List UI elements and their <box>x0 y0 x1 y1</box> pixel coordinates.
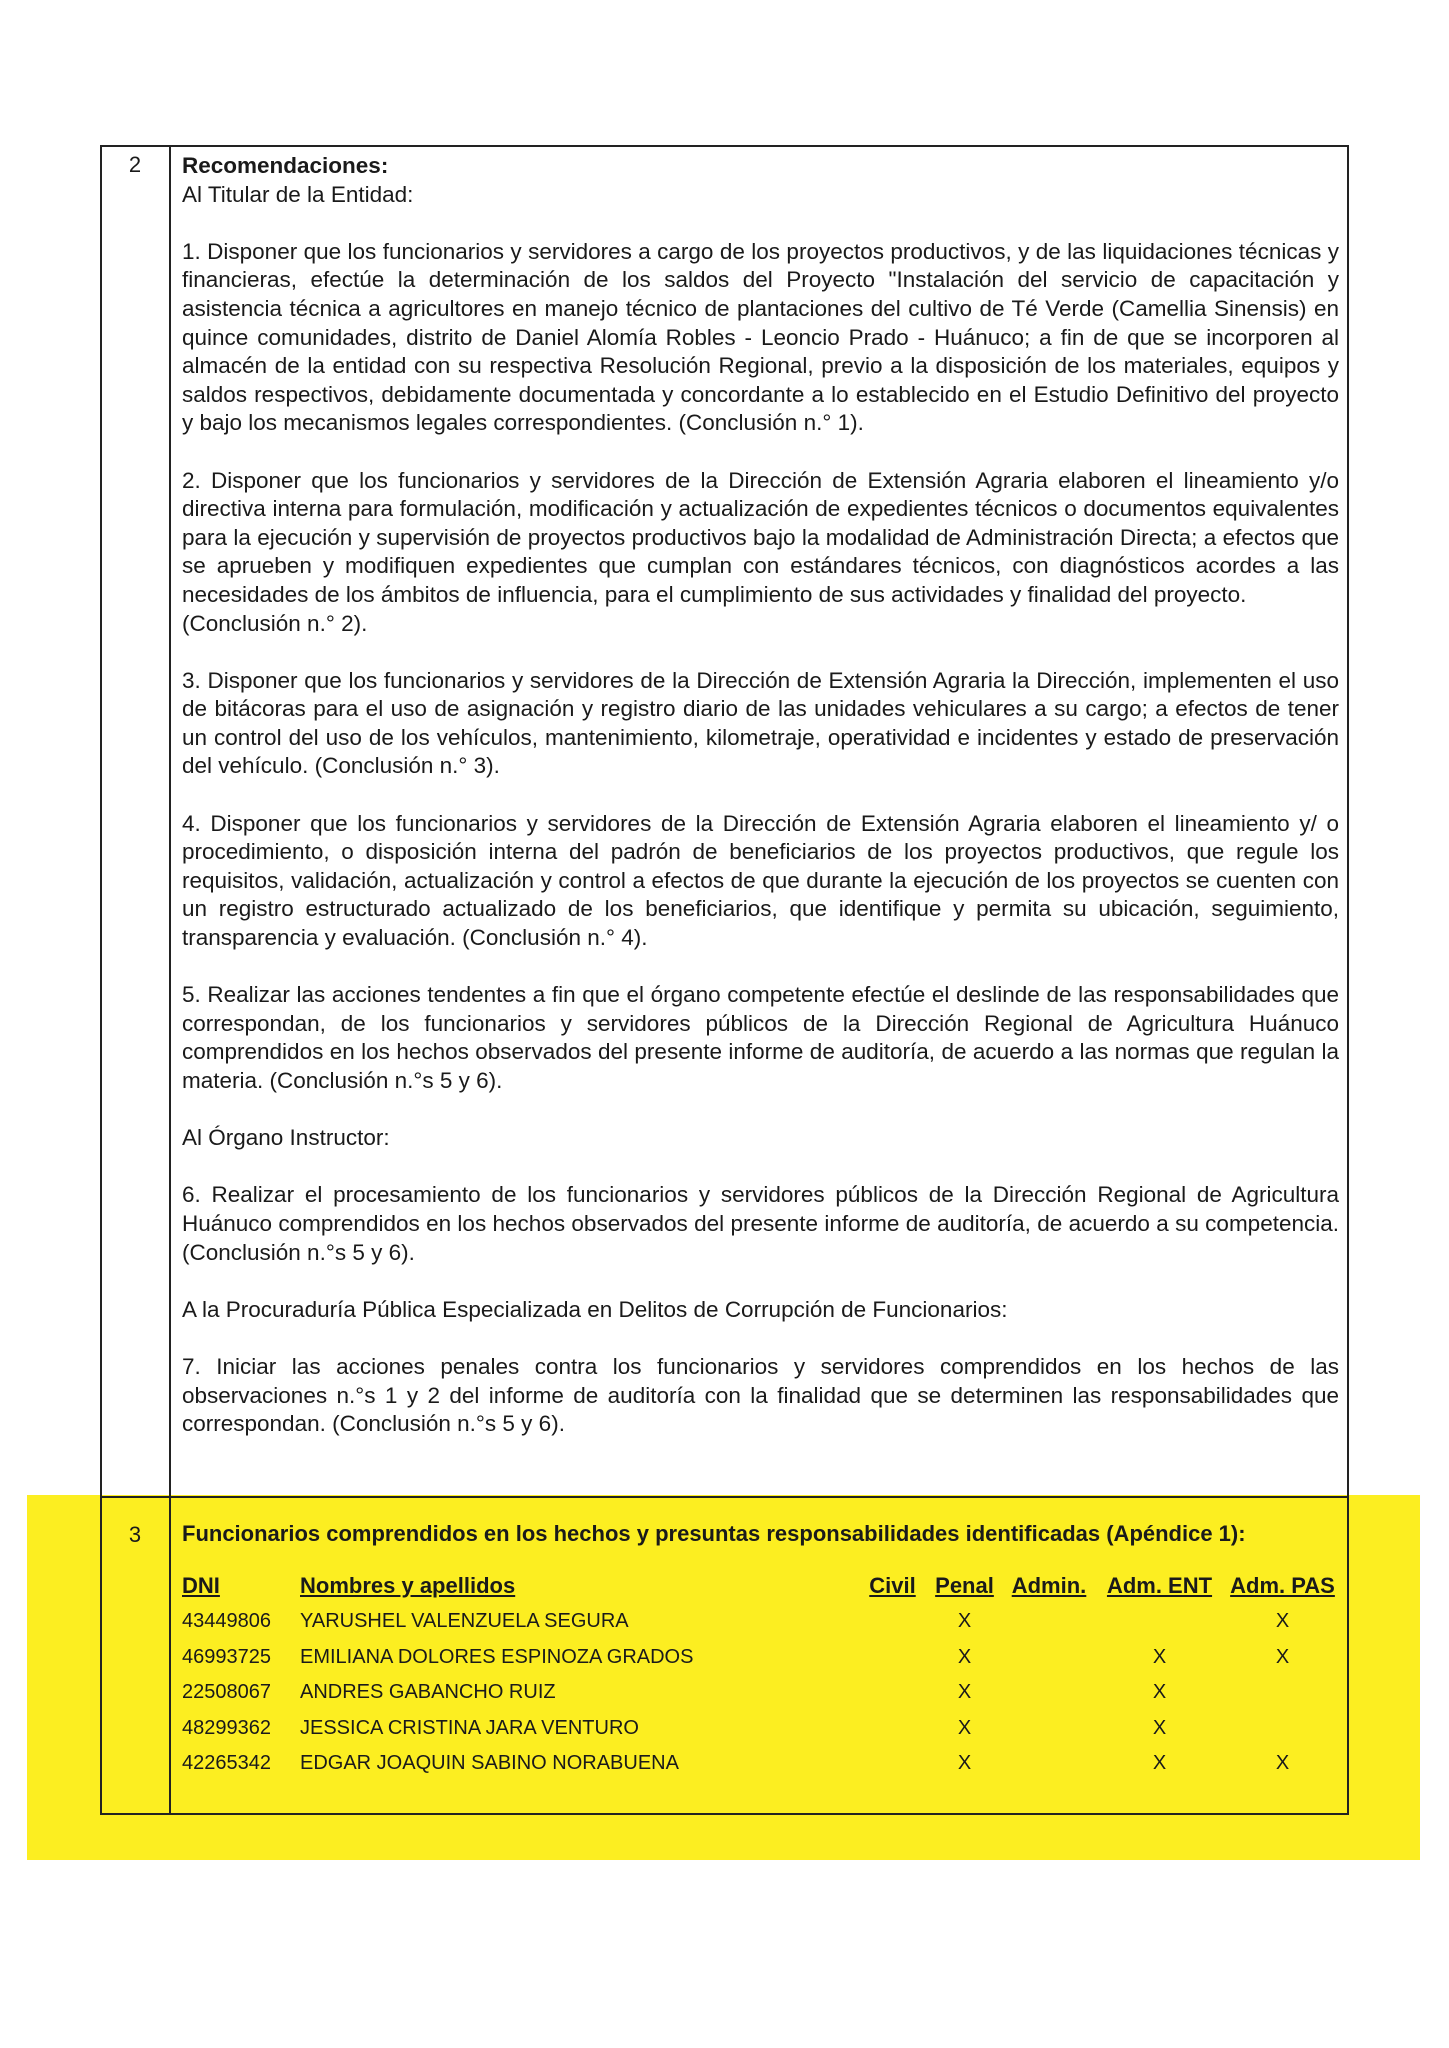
row-number-3: 3 <box>128 1522 142 1547</box>
cell-adm-pas: X <box>1275 1610 1290 1633</box>
cell-name: ANDRES GABANCHO RUIZ <box>300 1681 556 1704</box>
header-dni: DNI <box>182 1573 220 1598</box>
row-divider <box>100 1496 1349 1498</box>
header-name: Nombres y apellidos <box>300 1573 516 1598</box>
cell-adm-pas <box>1223 1675 1342 1711</box>
table-row <box>182 1604 1342 1640</box>
recommendation-3: 3. Disponer que los funcionarios y servidores de la Dirección de Extensión Agraria la Dirección, implementen el uso de bitácoras para el uso de asignación y registro diario de las unidades vehiculares a su cargo; a efectos de tener un control del uso de los vehículos, mantenimiento, kilometraje, operatividad e incidentes y estado de preservación del vehículo. (Conclusión n.° 3). <box>182 667 1339 779</box>
cell-penal: X <box>957 1681 972 1704</box>
recommendation-1: 1. Disponer que los funcionarios y servidores a cargo de los proyectos productivos, y de las liquidaciones técnicas y financieras, efectúe la determinación de los saldos del Proyecto "Instalación del servicio de capacitación y asistencia técnica a agricultores en manejo técnico de plantaciones del cultivo de Té Verde (Camellia Sinensis) en quince comunidades, distrito de Daniel Alomía Robles - Leoncio Prado - Huánuco; a fin de que se incorporen al almacén de la entidad con su respectiva Resolución Regional, previo a la disposición de los materiales, equipos y saldos respectivos, debidamente documentada y concordante a lo establecido en el Estudio Definitivo del proyecto y bajo los mecanismos legales correspondientes. (Conclusión n.° 1). <box>182 238 1339 436</box>
header-penal: Penal <box>935 1573 994 1598</box>
cell-admin <box>1002 1675 1096 1711</box>
officials-heading: Funcionarios comprendidos en los hechos y presuntas responsabilidades identificadas (Apéndice 1): <box>182 1521 1246 1546</box>
header-adm-pas: Adm. PAS <box>1230 1573 1335 1598</box>
header-admin: Admin. <box>1011 1573 1087 1598</box>
recommendations-content <box>182 152 1339 1439</box>
officials-section <box>182 1520 1339 1548</box>
cell-civil <box>858 1675 927 1711</box>
cell-admin <box>1002 1711 1096 1747</box>
cell-admin <box>1002 1640 1096 1676</box>
recommendation-4: 4. Disponer que los funcionarios y servidores de la Dirección de Extensión Agraria elaboren el lineamiento y/ o procedimiento, o disposición interna del padrón de beneficiarios de los proyectos productivos, que regule los requisitos, validación, actualización y control a efectos de que durante la ejecución de los proyectos se cuenten con un registro estructurado actualizado de los beneficiarios, que identifique y permita su ubicación, seguimiento, transparencia y evaluación. (Conclusión n.° 4). <box>182 810 1339 951</box>
cell-adm-ent <box>1096 1604 1223 1640</box>
table-row <box>182 1640 1342 1676</box>
addressee-titular: Al Titular de la Entidad: <box>182 181 414 207</box>
cell-dni: 22508067 <box>182 1681 271 1704</box>
recommendation-2: 2. Disponer que los funcionarios y servidores de la Dirección de Extensión Agraria elaboren el lineamiento y/o directiva interna para formulación, modificación y actualización de expedientes técnicos o documentos equivalentes para la ejecución y supervisión de proyectos productivos bajo la modalidad de Administración Directa; a efectos que se aprueben y modifiquen expedientes que cumplan con estándares técnicos, con diagnósticos acordes a las necesidades de los ámbitos de influencia, para el cumplimiento de sus actividades y finalidad del proyecto. <box>182 467 1339 607</box>
cell-name: EDGAR JOAQUIN SABINO NORABUENA <box>300 1752 679 1775</box>
cell-penal: X <box>957 1716 972 1739</box>
cell-penal: X <box>957 1645 972 1668</box>
header-civil: Civil <box>869 1573 916 1598</box>
cell-dni: 48299362 <box>182 1716 271 1739</box>
cell-penal: X <box>957 1610 972 1633</box>
table-row <box>182 1675 1342 1711</box>
cell-adm-pas: X <box>1275 1752 1290 1775</box>
recommendation-5: 5. Realizar las acciones tendentes a fin que el órgano competente efectúe el deslinde de las responsabilidades que correspondan, de los funcionarios y servidores públicos de la Dirección Regional de Agricultura Huánuco comprendidos en los hechos observados del presente informe de auditoría, de acuerdo a las normas que regulan la materia. (Conclusión n.°s 5 y 6). <box>182 982 1339 1093</box>
table-row <box>182 1746 1342 1782</box>
cell-admin <box>1002 1746 1096 1782</box>
addressee-organo-instructor: Al Órgano Instructor: <box>182 1125 390 1151</box>
cell-adm-pas: X <box>1275 1645 1290 1668</box>
cell-civil <box>858 1711 927 1747</box>
row-number-2: 2 <box>128 152 142 177</box>
cell-adm-ent: X <box>1152 1645 1167 1668</box>
officials-table <box>182 1568 1342 1782</box>
cell-adm-ent: X <box>1152 1681 1167 1704</box>
cell-adm-ent: X <box>1152 1716 1167 1739</box>
cell-adm-ent: X <box>1152 1752 1167 1775</box>
header-adm-ent: Adm. ENT <box>1106 1573 1213 1598</box>
cell-civil <box>858 1746 927 1782</box>
cell-civil <box>858 1604 927 1640</box>
addressee-procuraduria: A la Procuraduría Pública Especializada en Delitos de Corrupción de Funcionarios: <box>182 1296 1008 1322</box>
recommendation-2-conclusion: (Conclusión n.° 2). <box>182 610 368 636</box>
recommendation-6: 6. Realizar el procesamiento de los funcionarios y servidores públicos de la Dirección Regional de Agricultura Huánuco comprendidos en los hechos observados del presente informe de auditoría, de acuerdo a su competencia. (Conclusión n.°s 5 y 6). <box>182 1182 1339 1265</box>
column-divider <box>169 145 171 1815</box>
cell-penal: X <box>957 1752 972 1775</box>
cell-adm-pas <box>1223 1711 1342 1747</box>
cell-dni: 42265342 <box>182 1752 271 1775</box>
table-row <box>182 1711 1342 1747</box>
recommendations-heading: Recomendaciones: <box>182 153 389 178</box>
cell-name: YARUSHEL VALENZUELA SEGURA <box>300 1610 629 1633</box>
cell-name: JESSICA CRISTINA JARA VENTURO <box>300 1716 639 1739</box>
cell-dni: 43449806 <box>182 1610 271 1633</box>
cell-civil <box>858 1640 927 1676</box>
recommendation-7: 7. Iniciar las acciones penales contra los funcionarios y servidores comprendidos en los hechos de las observaciones n.°s 1 y 2 del informe de auditoría con la finalidad que se determinen las responsabilidades que correspondan. (Conclusión n.°s 5 y 6). <box>182 1353 1339 1437</box>
cell-name: EMILIANA DOLORES ESPINOZA GRADOS <box>300 1645 694 1668</box>
officials-table-header <box>182 1568 1342 1604</box>
cell-admin <box>1002 1604 1096 1640</box>
cell-dni: 46993725 <box>182 1645 271 1668</box>
